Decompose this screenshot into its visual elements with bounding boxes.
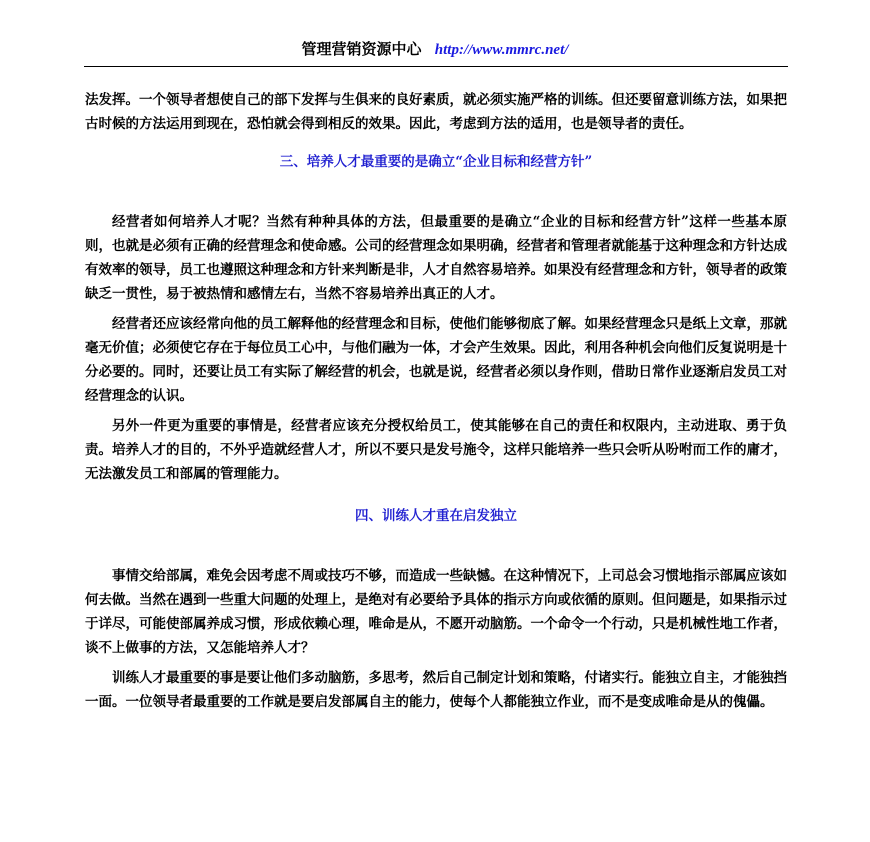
section-3-heading: 三、培养人才最重要的是确立“企业目标和经营方针”: [279, 154, 593, 170]
section-4-heading: 四、训练人才重在启发独立: [355, 508, 517, 524]
document-body: [85, 88, 787, 720]
section-3-paragraph-1: 经营者如何培养人才呢？当然有种种具体的方法，但最重要的是确立“企业的目标和经营方针”这样一些基本原则，也就是必须有正确的经营理念和使命感。公司的经营理念如果明确，经营者和管理者就能基于这种理念和方针达成有效率的领导，员工也遵照这种理念和方针来判断是非，人才自然容易培养。如果没有经营理念和方针，领导者的政策缺乏一贯性，易于被热情和感情左右，当然不容易培养出真正的人才。: [85, 214, 787, 302]
header-url-link[interactable]: http://www.mmrc.net/: [434, 42, 569, 58]
section-3-paragraph-2: 经营者还应该经常向他的员工解释他的经营理念和目标，使他们能够彻底了解。如果经营理念只是纸上文章，那就毫无价值；必须使它存在于每位员工心中，与他们融为一体，才会产生效果。因此，利用各种机会向他们反复说明是十分必要的。同时，还要让员工有实际了解经营的机会，也就是说，经营者必须以身作则，借助日常作业逐渐启发员工对经营理念的认识。: [85, 316, 787, 404]
section-4-paragraph-1: 事情交给部属，难免会因考虑不周或技巧不够，而造成一些缺憾。在这种情况下，上司总会习惯地指示部属应该如何去做。当然在遇到一些重大问题的处理上，是绝对有必要给予具体的指示方向或依循的原则。但问题是，如果指示过于详尽，可能使部属养成习惯，形成依赖心理，唯命是从，不愿开动脑筋。一个命令一个行动，只是机械性地工作者，谈不上做事的方法，又怎能培养人才？: [85, 568, 787, 656]
intro-paragraph: 法发挥。一个领导者想使自己的部下发挥与生俱来的良好素质，就必须实施严格的训练。但还要留意训练方法，如果把古时候的方法运用到现在，恐怕就会得到相反的效果。因此，考虑到方法的适用，也是领导者的责任。: [85, 92, 787, 132]
header-title: 管理营销资源中心: [301, 40, 422, 58]
section-3-paragraph-3: 另外一件更为重要的事情是，经营者应该充分授权给员工，使其能够在自己的责任和权限内，主动进取、勇于负责。培养人才的目的，不外乎造就经营人才，所以不要只是发号施令，这样只能培养一些只会听从吩咐而工作的庸才，无法激发员工和部属的管理能力。: [85, 418, 787, 482]
header-divider: [84, 66, 788, 67]
page-header: [0, 38, 870, 59]
section-4-paragraph-2: 训练人才最重要的事是要让他们多动脑筋，多思考，然后自己制定计划和策略，付诸实行。能独立自主，才能独挡一面。一位领导者最重要的工作就是要启发部属自主的能力，使每个人都能独立作业，而不是变成唯命是从的傀儡。: [85, 670, 787, 710]
